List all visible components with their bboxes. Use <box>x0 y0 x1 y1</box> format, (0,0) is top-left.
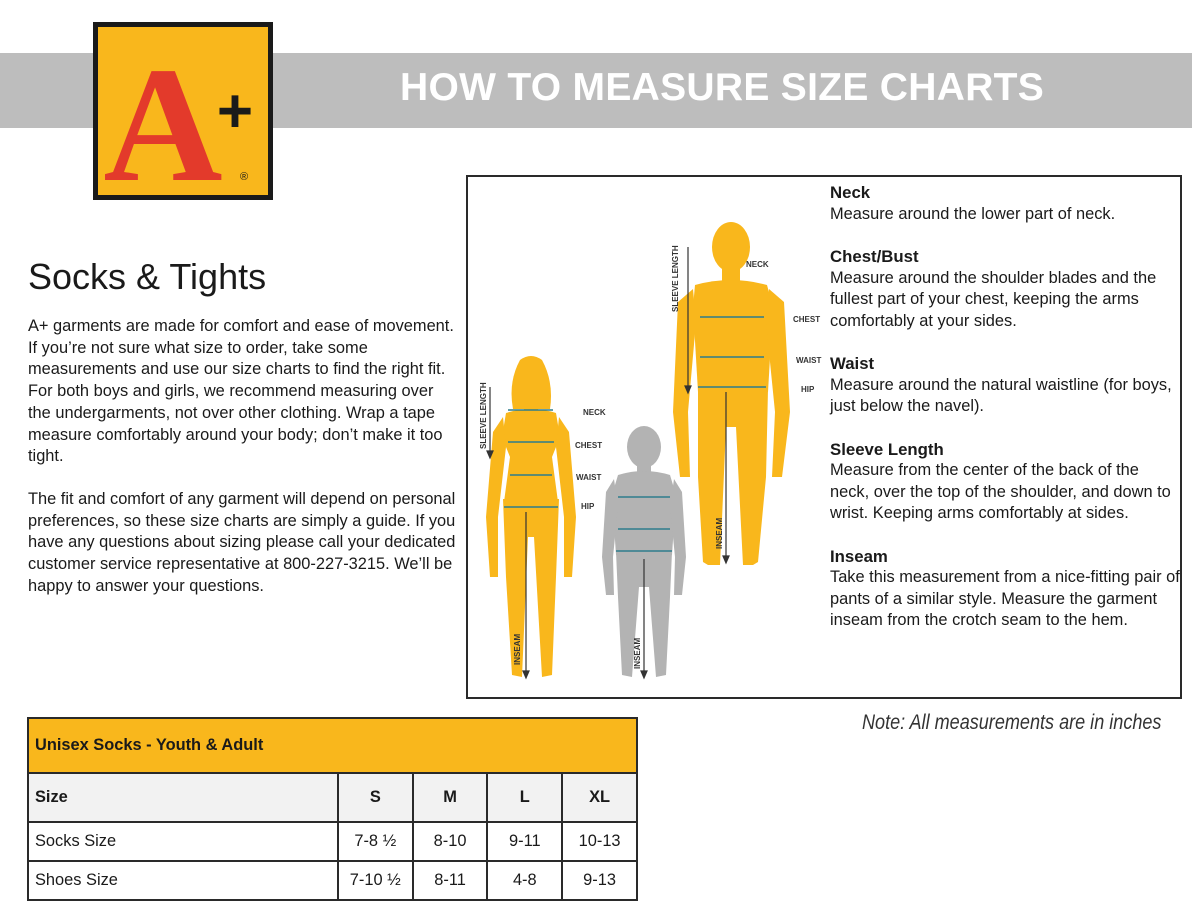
table-cell: Shoes Size <box>28 861 338 900</box>
label-neck: NECK <box>583 408 606 417</box>
intro-paragraph: A+ garments are made for comfort and ease of movement. If you’re not sure what size to order, take some measurements and use our size charts to find the right fit. For both boys and girls, we recommend measuring over the undergarments, not over other clothing. Wrap a tape measure comfortably around your body; don’t make it too tight. <box>28 317 454 466</box>
label-inseam: INSEAM <box>633 637 642 669</box>
logo-letter: A <box>103 33 223 200</box>
measurement-note: Note: All measurements are in inches <box>862 711 1162 734</box>
guide-item-text: Measure around the shoulder blades and the fullest part of your chest, keeping the arms comfortably at your sides. <box>830 268 1157 330</box>
guide-item-neck <box>830 182 1180 225</box>
table-header-row <box>28 773 637 822</box>
measurement-guide <box>830 182 1180 653</box>
guide-item-title: Waist <box>830 354 875 373</box>
section-heading: Socks & Tights <box>28 256 267 297</box>
column-header: S <box>338 773 413 822</box>
label-neck: NECK <box>746 260 769 269</box>
table-caption: Unisex Socks - Youth & Adult <box>28 718 637 773</box>
guide-item-title: Sleeve Length <box>830 439 944 459</box>
label-sleeve-length: SLEEVE LENGTH <box>479 382 488 449</box>
guide-item-text: Measure around the natural waistline (for boys, just below the navel). <box>830 375 1172 415</box>
table-cell: 4-8 <box>487 861 562 900</box>
label-sleeve-length: SLEEVE LENGTH <box>671 245 680 312</box>
table-cell: 7-8 ½ <box>338 822 413 861</box>
table-cell: 8-11 <box>413 861 488 900</box>
column-header: M <box>413 773 488 822</box>
brand-logo <box>93 22 273 200</box>
table-cell: Socks Size <box>28 822 338 861</box>
guide-item-sleeve-length <box>830 439 1180 525</box>
guide-item-title: Inseam <box>830 546 888 566</box>
logo-registered: ® <box>239 171 249 183</box>
label-chest: CHEST <box>793 315 821 324</box>
guide-item-text: Measure from the center of the back of the neck, over the top of the shoulder, and down to wrist. Keeping arms comfortably at sides. <box>830 461 1171 522</box>
label-inseam: INSEAM <box>715 517 724 549</box>
column-header: Size <box>28 773 338 822</box>
guide-item-inseam <box>830 546 1180 632</box>
intro-text <box>28 316 460 618</box>
size-chart-table <box>27 717 638 901</box>
intro-paragraph: The fit and comfort of any garment will depend on personal preferences, so these size charts are simply a guide. If you have any questions about sizing please call your dedicated customer service representative at 800-227-3215. We’ll be happy to answer your questions. <box>28 489 456 595</box>
label-hip: HIP <box>581 502 595 511</box>
logo-graphic <box>93 22 273 200</box>
guide-item-text: Measure around the lower part of neck. <box>830 204 1116 223</box>
column-header: L <box>487 773 562 822</box>
table-cell: 9-11 <box>487 822 562 861</box>
table-cell: 8-10 <box>413 822 488 861</box>
guide-item-text: Take this measurement from a nice-fitting pair of pants of a similar style. Measure the garment inseam from the crotch seam to the hem. <box>830 568 1180 629</box>
guide-item-title: Neck <box>830 183 871 202</box>
guide-item-chest <box>830 246 1180 332</box>
label-inseam: INSEAM <box>513 633 522 665</box>
label-hip: HIP <box>801 385 815 394</box>
guide-item-waist <box>830 353 1180 418</box>
label-chest: CHEST <box>575 441 603 450</box>
guide-item-title: Chest/Bust <box>830 247 919 266</box>
adult-female-figure <box>486 356 576 677</box>
table-cell: 10-13 <box>562 822 637 861</box>
column-header: XL <box>562 773 637 822</box>
logo-plus: + <box>216 77 254 146</box>
label-waist: WAIST <box>796 356 822 365</box>
table-row <box>28 822 637 861</box>
page-title: HOW TO MEASURE SIZE CHARTS <box>400 66 1045 109</box>
adult-male-figure <box>673 222 790 565</box>
label-waist: WAIST <box>576 473 602 482</box>
table-cell: 9-13 <box>562 861 637 900</box>
table-row <box>28 861 637 900</box>
table-cell: 7-10 ½ <box>338 861 413 900</box>
table-caption-row <box>28 718 637 773</box>
